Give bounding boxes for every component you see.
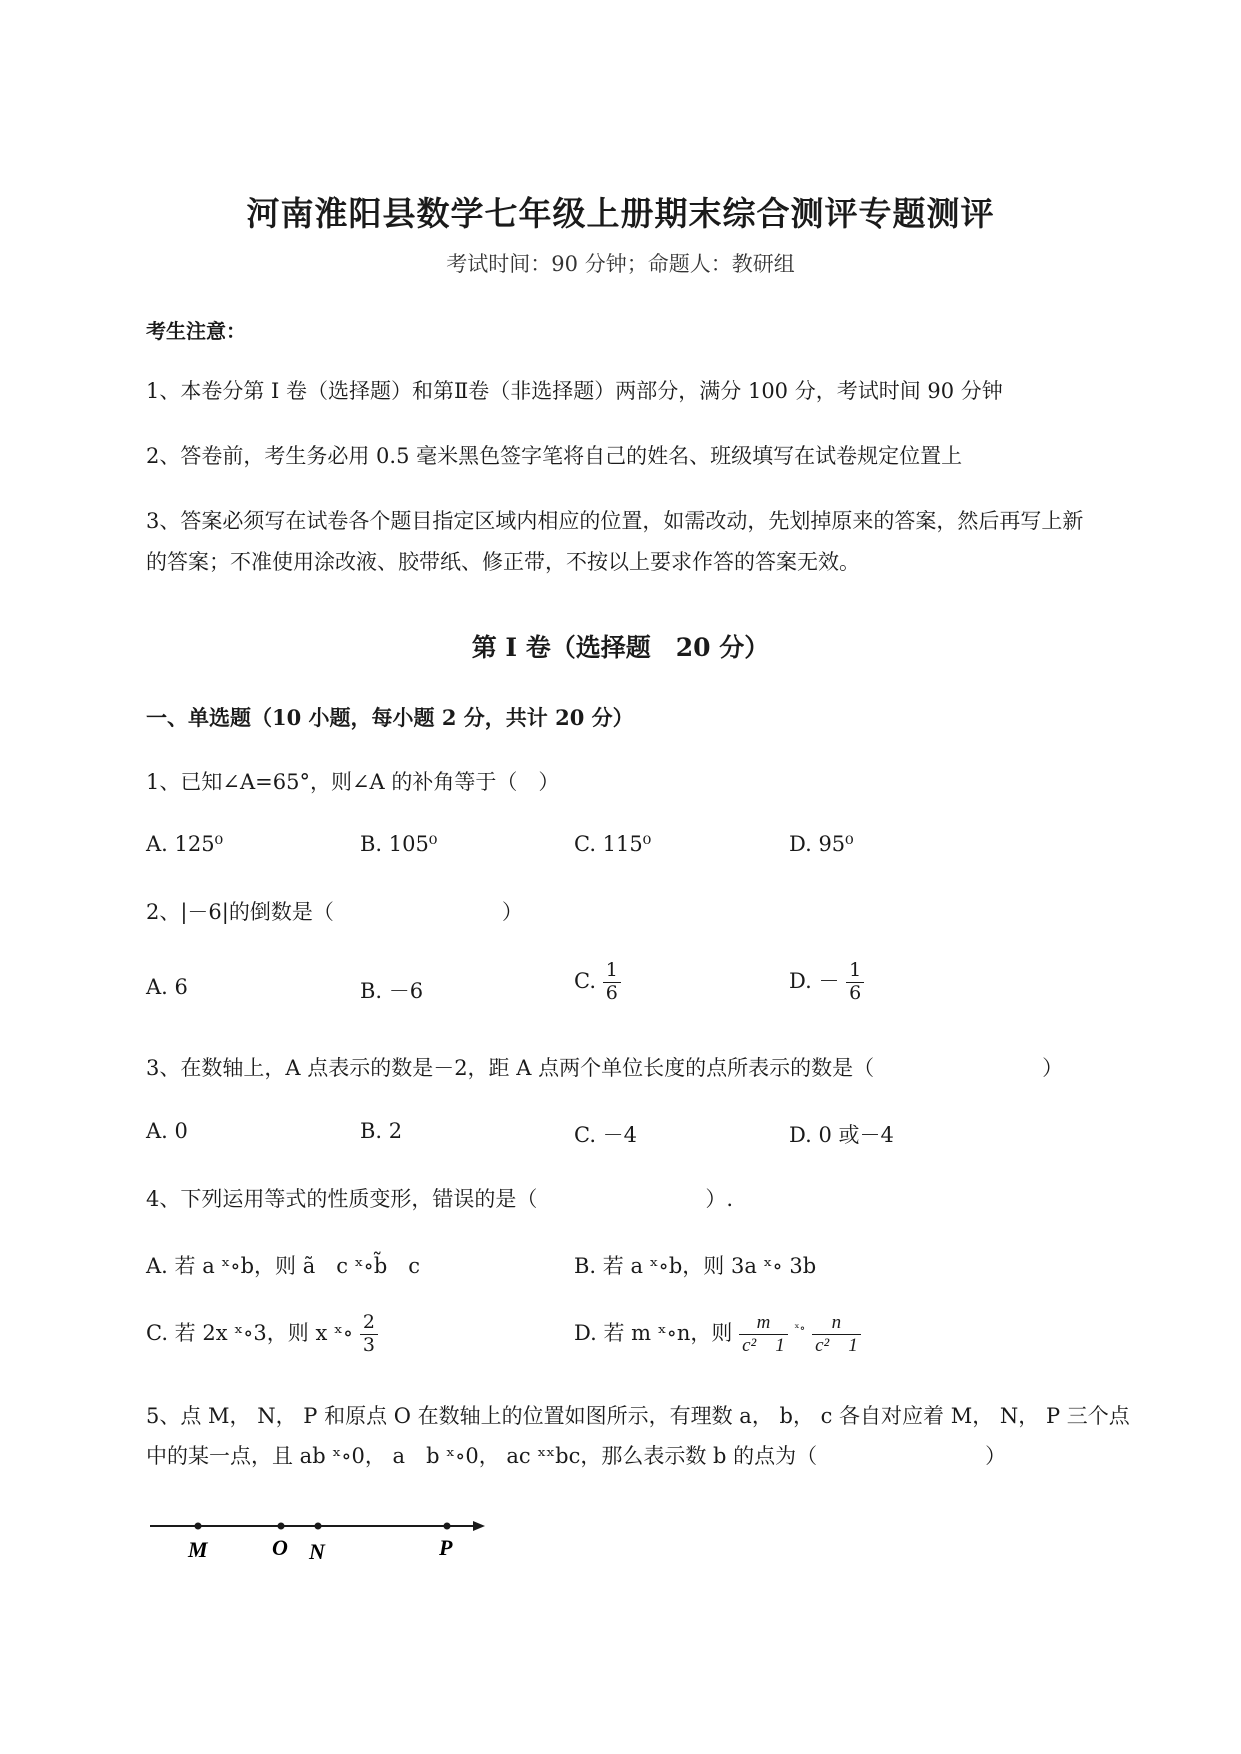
q1-option-d: D. 95⁰ [789, 832, 854, 856]
question-4-stem: 4、下列运用等式的性质变形，错误的是（ ）. [146, 1187, 734, 1211]
point-m-dot [195, 1523, 202, 1530]
point-n-label: N [309, 1539, 325, 1564]
q2-option-d-fraction [846, 960, 864, 1005]
q4-option-d-text: D. 若 m ˣ∘n，则 [574, 1320, 733, 1345]
number-line-figure [140, 1505, 500, 1575]
q4-option-c [146, 1312, 378, 1357]
question-1-stem: 1、已知∠A=65°，则∠A 的补角等于（ ） [146, 770, 560, 794]
q4-option-d-fraction-1 [739, 1312, 788, 1357]
exam-info: 考试时间：90 分钟；命题人：教研组 [446, 252, 795, 276]
q2-option-a: A. 6 [146, 975, 188, 999]
frac-denominator: c² 1 [815, 1334, 858, 1356]
notice-heading: 考生注意： [146, 319, 246, 343]
q1-option-c: C. 115⁰ [574, 832, 652, 856]
q2-option-c-label: C. [574, 968, 596, 993]
point-m-label: M [188, 1537, 208, 1562]
q4-option-d-fraction-2 [812, 1312, 861, 1357]
frac-numerator: m [739, 1312, 788, 1335]
q4-option-c-fraction [360, 1312, 378, 1357]
q2-option-d-label: D. － [789, 968, 840, 993]
frac-denominator: 6 [849, 981, 862, 1004]
frac-numerator: 1 [846, 960, 864, 983]
frac-numerator: 1 [603, 960, 621, 983]
frac-numerator: n [812, 1312, 861, 1335]
question-5-stem-line-2: 中的某一点，且 ab ˣ∘0， a b ˣ∘0， ac ˣˣbc，那么表示数 b 的点为（ ） [146, 1444, 1007, 1468]
q3-option-a: A. 0 [146, 1119, 188, 1143]
frac-denominator: 6 [605, 981, 618, 1004]
point-o-label: O [272, 1535, 288, 1560]
arrow-icon [473, 1521, 485, 1531]
q4-option-d-relation: ˣ∘ [794, 1320, 806, 1335]
frac-numerator: 2 [360, 1312, 378, 1335]
q2-option-b: B. －6 [360, 979, 424, 1003]
question-5-stem-line-1: 5、点 M， N， P 和原点 O 在数轴上的位置如图所示，有理数 a， b， c 各自对应着 M， N， P 三个点 [146, 1404, 1130, 1428]
point-o-dot [278, 1523, 285, 1530]
q1-option-b: B. 105⁰ [360, 832, 438, 856]
q2-option-d [789, 960, 864, 1005]
q4-option-c-text: C. 若 2x ˣ∘3，则 x ˣ∘ [146, 1320, 354, 1345]
notice-item-1: 1、本卷分第 I 卷（选择题）和第Ⅱ卷（非选择题）两部分，满分 100 分，考试时间 90 分钟 [146, 379, 1003, 403]
section-title: 第 I 卷（选择题 20 分） [471, 633, 770, 662]
q2-option-c [574, 960, 621, 1005]
q3-option-d: D. 0 或－4 [789, 1123, 894, 1147]
q4-option-b: B. 若 a ˣ∘b，则 3a ˣ∘ 3b [574, 1254, 817, 1278]
notice-item-2: 2、答卷前，考生务必用 0.5 毫米黑色签字笔将自己的姓名、班级填写在试卷规定位置上 [146, 444, 963, 468]
q2-option-c-fraction [603, 960, 621, 1005]
part-heading: 一、单选题（10 小题，每小题 2 分，共计 20 分） [146, 705, 634, 730]
point-p-label: P [439, 1535, 453, 1560]
frac-denominator: 3 [362, 1333, 375, 1356]
question-3-stem: 3、在数轴上，A 点表示的数是－2，距 A 点两个单位长度的点所表示的数是（ ） [146, 1056, 1064, 1080]
point-n-dot [315, 1523, 322, 1530]
notice-item-3: 3、答案必须写在试卷各个题目指定区域内相应的位置，如需改动，先划掉原来的答案，然后再写上新 [146, 509, 1084, 533]
page-title: 河南淮阳县数学七年级上册期末综合测评专题测评 [246, 194, 995, 233]
point-p-dot [444, 1523, 451, 1530]
q4-option-d [574, 1312, 861, 1357]
q1-option-a: A. 125⁰ [146, 832, 224, 856]
q4-option-a: A. 若 a ˣ∘b，则 ã c ˣ∘b̃ c [146, 1254, 421, 1278]
notice-item-3-cont: 的答案；不准使用涂改液、胶带纸、修正带，不按以上要求作答的答案无效。 [146, 550, 860, 574]
question-2-stem: 2、|－6|的倒数是（ ） [146, 900, 523, 924]
frac-denominator: c² 1 [742, 1334, 785, 1356]
q3-option-b: B. 2 [360, 1119, 403, 1143]
q3-option-c: C. －4 [574, 1123, 638, 1147]
